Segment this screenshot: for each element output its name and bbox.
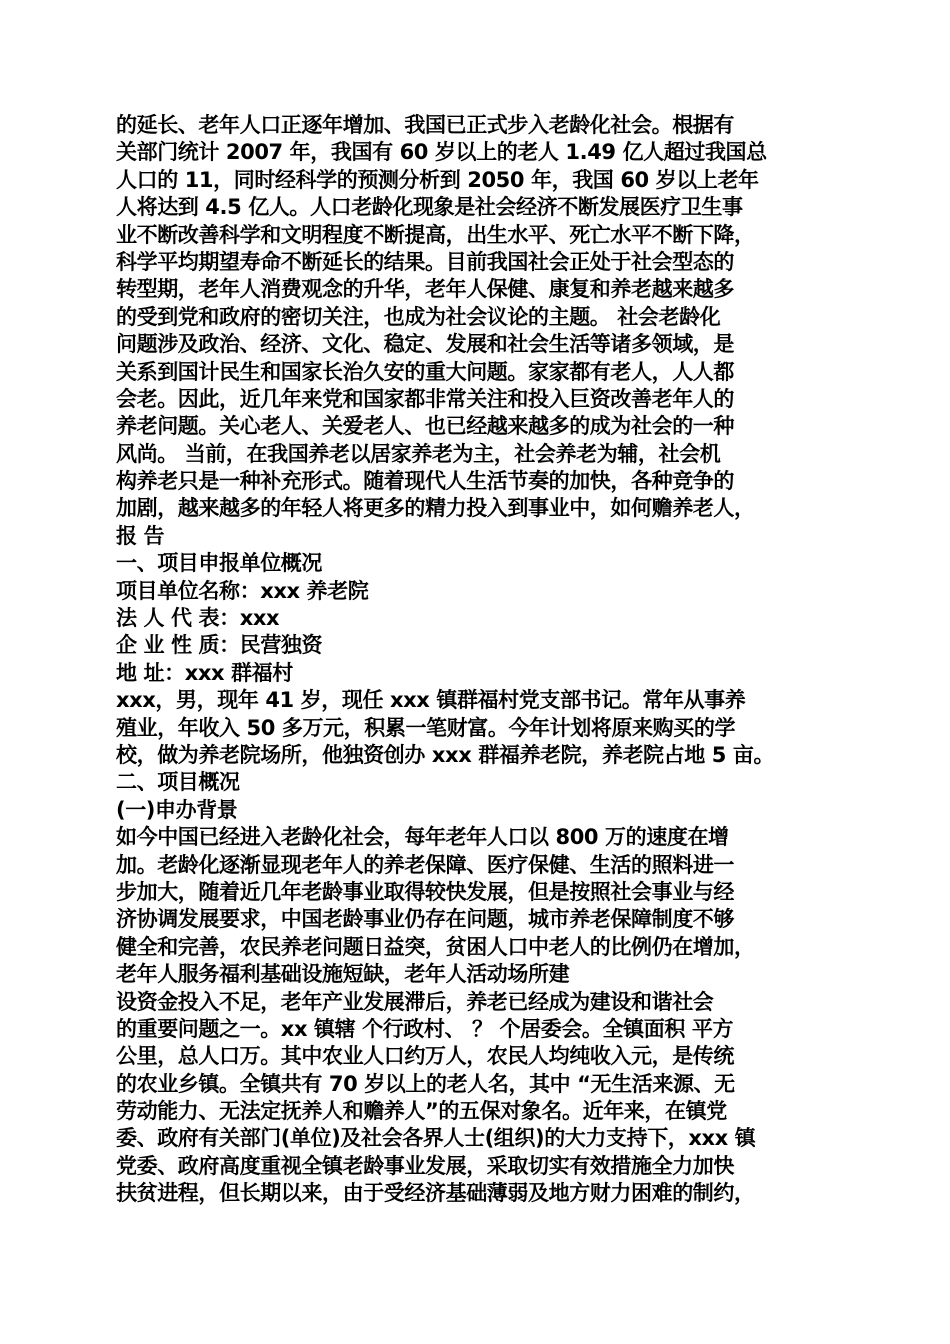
paragraph-line: 老年人服务福利基础设施短缺，老年人活动场所建 — [116, 962, 570, 987]
paragraph-line: 步加大，随着近几年老龄事业取得较快发展，但是按照社会事业与经 — [116, 879, 734, 904]
paragraph-line: 业不断改善科学和文明程度不断提高，出生水平、死亡水平不断下降， — [116, 222, 755, 247]
paragraph-line: 党委、政府高度重视全镇老龄事业发展，采取切实有效措施全力加快 — [116, 1153, 734, 1178]
paragraph-line: 问题涉及政治、经济、文化、稳定、发展和社会生活等诸多领域，是 — [116, 332, 734, 357]
subsection-heading: (一)申办背景 — [116, 797, 238, 822]
paragraph-line: 构养老只是一种补充形式。随着现代人生活节奏的加快，各种竞争的 — [116, 469, 734, 494]
paragraph-line: 养老问题。关心老人、关爱老人、也已经越来越多的成为社会的一种 — [116, 414, 734, 439]
paragraph-line: 的受到党和政府的密切关注，也成为社会议论的主题。 社会老龄化 — [116, 304, 721, 329]
section-heading-1: 一、项目申报单位概况 — [116, 551, 322, 576]
field-enterprise-nature: 企 业 性 质：民营独资 — [116, 633, 323, 658]
field-unit-name: 项目单位名称：xxx 养老院 — [116, 578, 369, 603]
section-heading-2: 二、项目概况 — [116, 770, 240, 795]
paragraph-line: 殖业，年收入 50 多万元，积累一笔财富。今年计划将原来购买的学 — [116, 715, 736, 740]
paragraph-line: 人口的 11，同时经科学的预测分析到 2050 年，我国 60 岁以上老年 — [116, 167, 759, 192]
paragraph-line: 转型期，老年人消费观念的升华，老年人保健、康复和养老越来越多 — [116, 277, 734, 302]
paragraph-line: 会老。因此，近几年来党和国家都非常关注和投入巨资改善老年人的 — [116, 386, 734, 411]
paragraph-line: 关部门统计 2007 年，我国有 60 岁以上的老人 1.49 亿人超过我国总 — [116, 140, 767, 165]
field-address: 地 址：xxx 群福村 — [116, 660, 293, 685]
paragraph-line: 公里，总人口万。其中农业人口约万人，农民人均纯收入元，是传统 — [116, 1044, 734, 1069]
paragraph-line: 扶贫进程，但长期以来，由于受经济基础薄弱及地方财力困难的制约， — [116, 1181, 755, 1206]
document-body — [116, 112, 846, 1208]
paragraph-line: 设资金投入不足，老年产业发展滞后，养老已经成为建设和谐社会 — [116, 989, 714, 1014]
paragraph-line: 加。老龄化逐渐显现老年人的养老保障、医疗保健、生活的照料进一 — [116, 852, 734, 877]
paragraph-line: 的延长、老年人口正逐年增加、我国已正式步入老龄化社会。根据有 — [116, 113, 734, 137]
paragraph-line: 如今中国已经进入老龄化社会，每年老年人口以 800 万的速度在增 — [116, 825, 729, 850]
paragraph-line: 科学平均期望寿命不断延长的结果。目前我国社会正处于社会型态的 — [116, 249, 734, 274]
paragraph-line: 健全和完善，农民养老问题日益突，贫困人口中老人的比例仍在增加， — [116, 934, 755, 959]
paragraph-line: 关系到国计民生和国家长治久安的重大问题。家家都有老人，人人都 — [116, 359, 734, 384]
paragraph-line: 人将达到 4.5 亿人。人口老龄化现象是社会经济不断发展医疗卫生事 — [116, 195, 743, 220]
paragraph-line: 委、政府有关部门(单位)及社会各界人士(组织)的大力支持下，xxx 镇 — [116, 1126, 756, 1151]
paragraph-line: 的重要问题之一。xx 镇辖 个行政村、 ？ 个居委会。全镇面积 平方 — [116, 1016, 734, 1041]
paragraph-line: 济协调发展要求，中国老龄事业仍存在问题，城市养老保障制度不够 — [116, 907, 734, 932]
paragraph-line: 的农业乡镇。全镇共有 70 岁以上的老人名，其中 “无生活来源、无 — [116, 1071, 735, 1096]
field-legal-representative: 法 人 代 表：xxx — [116, 606, 280, 631]
paragraph-line: 校，做为养老院场所，他独资创办 xxx 群福养老院，养老院占地 5 亩。 — [116, 742, 775, 767]
report-heading: 报 告 — [116, 523, 165, 548]
paragraph-line: 劳动能力、无法定抚养人和赡养人”的五保对象名。近年来，在镇党 — [116, 1099, 727, 1124]
paragraph-line: xxx，男，现年 41 岁，现任 xxx 镇群福村党支部书记。常年从事养 — [116, 688, 746, 713]
paragraph-line: 加剧，越来越多的年轻人将更多的精力投入到事业中，如何赡养老人， — [116, 496, 755, 521]
paragraph-line: 风尚。 当前，在我国养老以居家养老为主，社会养老为辅，社会机 — [116, 441, 721, 466]
